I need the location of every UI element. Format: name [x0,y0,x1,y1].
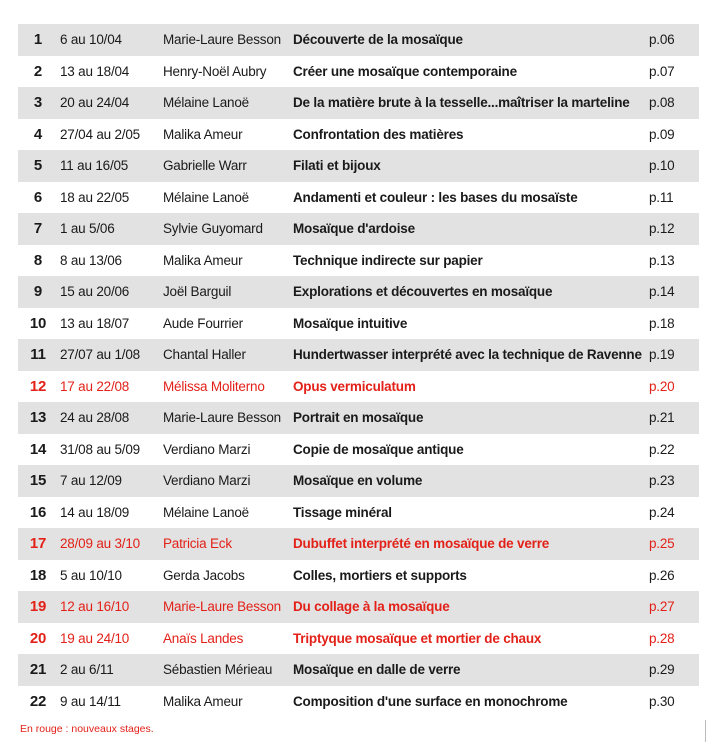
course-page: p.12 [648,213,699,245]
course-dates: 19 au 24/10 [60,630,130,646]
course-page: p.13 [649,252,675,268]
course-teacher: Anaïs Landes [163,630,244,646]
course-title: Créer une mosaïque contemporaine [293,63,517,79]
schedule-row [18,434,699,466]
schedule-row [18,528,699,560]
schedule-row [18,402,699,434]
schedule-row [18,119,699,151]
course-title: Opus vermiculatum [293,378,416,394]
schedule-row [18,560,699,592]
course-dates: 18 au 22/05 [60,189,130,205]
course-dates: 7 au 12/09 [58,465,163,497]
course-teacher: Mélaine Lanoë [163,189,249,205]
course-number: 20 [29,629,47,647]
course-page: p.14 [648,276,699,308]
course-title: Andamenti et couleur : les bases du mosaïste [293,189,578,205]
course-teacher: Chantal Haller [163,339,293,371]
course-teacher: Gabrielle Warr [163,150,293,182]
course-teacher: Gerda Jacobs [163,567,245,583]
course-dates: 17 au 22/08 [60,378,130,394]
course-title: Mosaïque intuitive [293,315,408,331]
course-number: 6 [33,188,43,206]
course-title: Technique indirecte sur papier [293,252,483,268]
schedule-row [18,56,699,88]
course-title: Mosaïque d'ardoise [293,213,648,245]
schedule-row [18,308,699,340]
schedule-row [18,339,699,371]
course-page: p.11 [649,189,674,205]
course-title: Tissage minéral [293,504,392,520]
course-teacher: Joël Barguil [163,276,293,308]
course-dates: 5 au 10/10 [60,567,122,583]
course-number: 16 [29,503,47,521]
course-page: p.06 [648,24,699,56]
course-number: 4 [33,125,43,143]
course-page: p.09 [649,126,675,142]
course-page: p.24 [649,504,675,520]
course-teacher: Verdiano Marzi [163,465,293,497]
course-dates: 20 au 24/04 [58,87,163,119]
schedule-row [18,686,699,718]
schedule-row [18,591,699,623]
course-number: 19 [18,591,58,623]
schedule-row [18,497,699,529]
course-title: Copie de mosaïque antique [293,441,464,457]
course-dates: 27/07 au 1/08 [58,339,163,371]
course-title: Du collage à la mosaïque [293,591,648,623]
page-edge-mark [705,720,706,742]
course-page: p.10 [648,150,699,182]
course-title: Composition d'une surface en monochrome [293,693,568,709]
course-title: Colles, mortiers et supports [293,567,467,583]
course-page: p.29 [648,654,699,686]
course-page: p.23 [648,465,699,497]
schedule-row [18,465,699,497]
course-number: 5 [18,150,58,182]
schedule-row [18,623,699,655]
course-number: 14 [29,440,47,458]
course-title: Découverte de la mosaïque [293,24,648,56]
schedule-row [18,213,699,245]
course-number: 3 [18,87,58,119]
course-number: 21 [18,654,58,686]
course-teacher: Henry-Noël Aubry [163,63,267,79]
course-schedule-table [18,24,699,717]
course-page: p.07 [649,63,675,79]
course-dates: 28/09 au 3/10 [58,528,163,560]
course-title: Mosaïque en volume [293,465,648,497]
schedule-row [18,182,699,214]
schedule-row [18,87,699,119]
course-dates: 9 au 14/11 [60,693,121,709]
course-dates: 27/04 au 2/05 [60,126,140,142]
course-dates: 14 au 18/09 [60,504,130,520]
course-number: 13 [18,402,58,434]
course-title: Hundertwasser interprété avec la technique de Ravenne [293,339,648,371]
course-title: Dubuffet interprété en mosaïque de verre [293,528,648,560]
course-number: 1 [18,24,58,56]
legend-note: En rouge : nouveaux stages. [20,723,154,735]
course-dates: 6 au 10/04 [58,24,163,56]
course-teacher: Malika Ameur [163,126,243,142]
course-teacher: Mélaine Lanoë [163,504,249,520]
course-teacher: Malika Ameur [163,252,243,268]
course-dates: 11 au 16/05 [58,150,163,182]
course-number: 9 [18,276,58,308]
course-number: 18 [29,566,47,584]
course-page: p.20 [649,378,675,394]
course-teacher: Aude Fourrier [163,315,243,331]
course-dates: 15 au 20/06 [58,276,163,308]
course-teacher: Marie-Laure Besson [163,402,293,434]
course-number: 2 [33,62,43,80]
schedule-row [18,654,699,686]
course-teacher: Marie-Laure Besson [163,24,293,56]
course-page: p.27 [648,591,699,623]
schedule-row [18,371,699,403]
course-dates: 2 au 6/11 [58,654,163,686]
course-number: 7 [18,213,58,245]
course-teacher: Patricia Eck [163,528,293,560]
schedule-body [18,24,699,717]
course-dates: 31/08 au 5/09 [60,441,140,457]
course-number: 8 [33,251,43,269]
course-page: p.26 [649,567,675,583]
schedule-row [18,245,699,277]
course-page: p.22 [649,441,675,457]
course-dates: 1 au 5/06 [58,213,163,245]
course-page: p.21 [648,402,699,434]
course-number: 17 [18,528,58,560]
course-title: Triptyque mosaïque et mortier de chaux [293,630,542,646]
course-teacher: Sylvie Guyomard [163,213,293,245]
course-page: p.25 [648,528,699,560]
schedule-row [18,24,699,56]
schedule-row [18,276,699,308]
course-page: p.18 [649,315,675,331]
course-number: 11 [18,339,58,371]
course-teacher: Mélissa Moliterno [163,378,265,394]
course-dates: 24 au 28/08 [58,402,163,434]
course-title: Filati et bijoux [293,150,648,182]
course-teacher: Marie-Laure Besson [163,591,293,623]
course-title: Portrait en mosaïque [293,402,648,434]
course-dates: 12 au 16/10 [58,591,163,623]
course-dates: 13 au 18/07 [60,315,130,331]
course-number: 22 [29,692,47,710]
course-number: 12 [29,377,47,395]
course-title: Mosaïque en dalle de verre [293,654,648,686]
course-teacher: Sébastien Mérieau [163,654,293,686]
course-dates: 8 au 13/06 [60,252,122,268]
course-page: p.19 [648,339,699,371]
course-number: 10 [29,314,47,332]
course-dates: 13 au 18/04 [60,63,130,79]
course-page: p.08 [648,87,699,119]
course-teacher: Malika Ameur [163,693,243,709]
course-teacher: Mélaine Lanoë [163,87,293,119]
course-number: 15 [18,465,58,497]
course-page: p.28 [649,630,675,646]
course-page: p.30 [649,693,675,709]
course-title: Explorations et découvertes en mosaïque [293,276,648,308]
course-title: Confrontation des matières [293,126,464,142]
course-teacher: Verdiano Marzi [163,441,251,457]
schedule-row [18,150,699,182]
course-title: De la matière brute à la tesselle...maîtriser la marteline [293,87,648,119]
